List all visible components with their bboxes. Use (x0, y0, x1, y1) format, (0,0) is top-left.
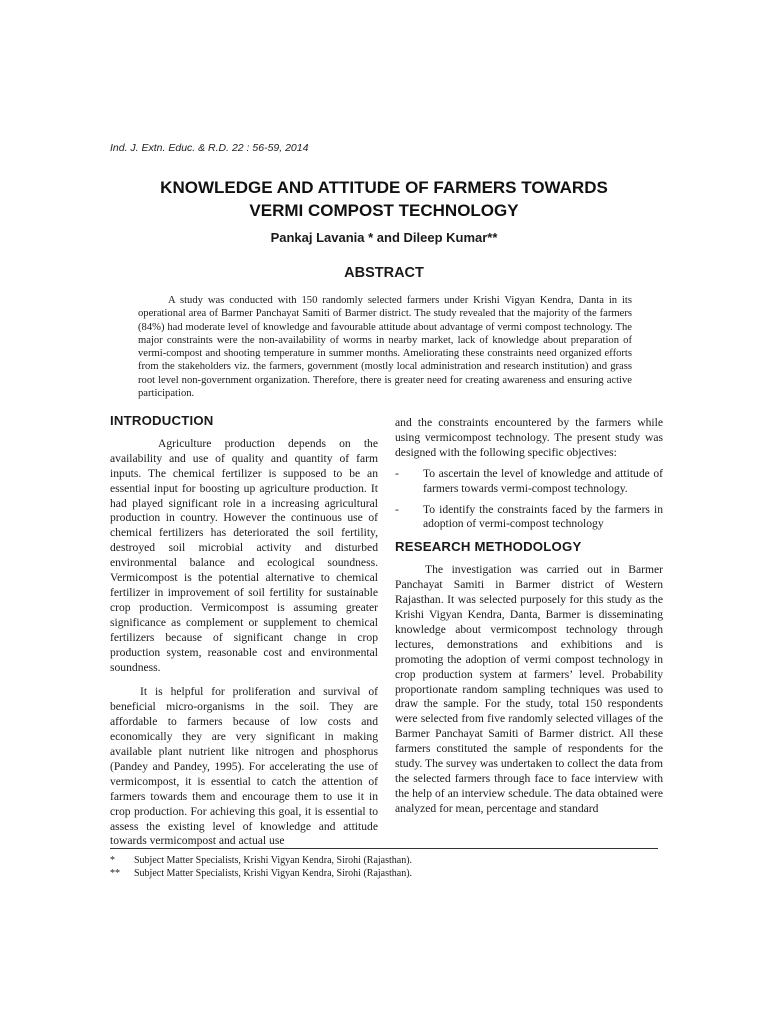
objective-item (395, 503, 663, 533)
objective-marker: - (395, 502, 399, 516)
abstract-heading: ABSTRACT (344, 265, 424, 281)
journal-reference: Ind. J. Extn. Educ. & R.D. 22 : 56-59, 2014 (110, 142, 309, 154)
introduction-paragraph-1: Agriculture production depends on the availability and use of quality and quantity of farm inputs. The chemical fertilizer is supposed to be an essential input for boosting up agriculture production. It had played significant role in a increasing agricultural production in country. However the continuous use of chemical fertilizers has deteriorated the soil fertility, destroyed soil microbial activity and disturbed environmental balance and ecological soundness. Vermicompost is the potential alternative to chemical fertilizer in improvement of soil fertility for sustainable crop production. Vermicompost is assuming greater significance as complement or supplement to chemical fertilizers because of significant change in crop production system, reasonable cost and environmental soundness. (110, 436, 378, 674)
footnotes (110, 854, 412, 880)
footnote-item (110, 854, 412, 867)
footnote-mark: ** (110, 868, 120, 879)
objective-marker: - (395, 466, 399, 480)
author-list: Pankaj Lavania * and Dileep Kumar** (270, 230, 498, 245)
introduction-paragraph-3: and the constraints encountered by the farmers while using vermicompost technology. The present study was designed with the following specific objectives: (395, 416, 663, 459)
abstract-text: A study was conducted with 150 randomly selected farmers under Krishi Vigyan Kendra, Danta in its operational area of Barmer Panchayat Samiti of Barmer district. The study revealed that the majority of the farmers (84%) had moderate level of knowledge and favourable attitude about advantage of vermi compost technology. The major constraints were the non-availability of worms in nearby market, lack of knowledge about preparation of vermi-compost and shooting temperature in summer months. Ameliorating these constraints need organized efforts from the stakeholders viz. the farmers, government (mostly local administration and research institution) and grass root level non-government organization. Therefore, there is greater need for creating awareness and ensuring active participation. (138, 295, 632, 400)
introduction-paragraph-2: It is helpful for proliferation and survival of beneficial micro-organisms in the soil. They are affordable to farmers because of low costs and economically they are very significant in making available plant nutrient like nitrogen and phosphorus (Pandey and Pandey, 1995). For accelerating the use of vermicompost, it is essential to catch the attention of farmers towards them and encourage them to use it in crop production. For achieving this goal, it is essential to assess the existing level of knowledge and attitude towards vermicompost and actual use (110, 685, 378, 848)
objective-text: To ascertain the level of knowledge and attitude of farmers towards vermi-compost technology. (423, 466, 663, 495)
objective-item (395, 467, 663, 497)
paper-title (110, 176, 658, 222)
right-column (395, 416, 663, 817)
footnote-text: Subject Matter Specialists, Krishi Vigyan Kendra, Sirohi (Rajasthan). (134, 855, 413, 866)
paper-title-line-1: KNOWLEDGE AND ATTITUDE OF FARMERS TOWARDS (160, 178, 608, 197)
footnote-mark: * (110, 855, 115, 866)
left-column (110, 414, 378, 849)
introduction-heading: INTRODUCTION (110, 413, 214, 428)
footnote-item (110, 867, 412, 880)
methodology-paragraph-1: The investigation was carried out in Barmer Panchayat Samiti in Barmer district of Western Rajasthan. It was selected purposely for this study as the Krishi Vigyan Kendra, Danta, Barmer is disseminating knowledge about vermicompost technology through lectures, demonstrations and exhibitions and is promoting the adoption of vermi compost technology in crop production system at farmers’ level. Probability proportionate random sampling techniques was used to draw the sample. For the study, total 150 respondents were selected from five randomly selected villages of the Barmer Panchayat Samiti of Barmer district. All these farmers constituted the sample of respondents for the study. The survey was undertaken to collect the data from the selected farmers through face to face interview with the help of an interview schedule. The data obtained were analyzed for mean, percentage and standard (395, 563, 663, 815)
paper-title-line-2: VERMI COMPOST TECHNOLOGY (249, 201, 519, 220)
objective-text: To identify the constraints faced by the farmers in adoption of vermi-compost technology (423, 502, 663, 531)
methodology-heading: RESEARCH METHODOLOGY (395, 539, 582, 555)
footnote-text: Subject Matter Specialists, Krishi Vigyan Kendra, Sirohi (Rajasthan). (134, 868, 413, 879)
footnote-divider (110, 848, 658, 849)
